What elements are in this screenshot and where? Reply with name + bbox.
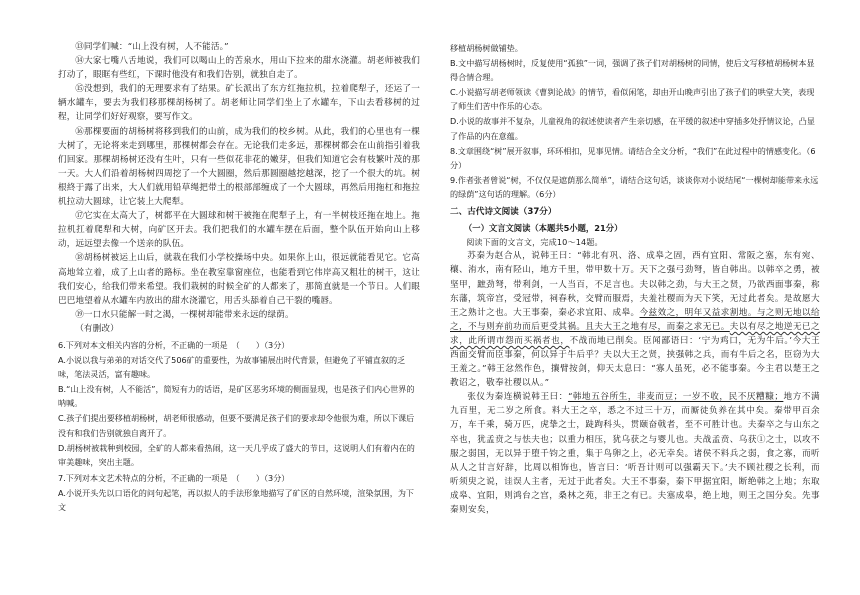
right-column	[450, 40, 820, 517]
classical-underlined-1: 今兹效之，明年又益求割地。与之则无地以给之，不与则弃前功而后更受其祸。且夫大王之地有尽，而秦之求无已。	[450, 307, 820, 332]
paragraph-14: ⑭大家七嘴八舌地说，我们可以喝山上的苦泉水，用山下拉来的甜水浇灌。胡老师被我们打动了，眼眶有些红，下课时他没有和我们告别，就独自走了。	[58, 56, 420, 81]
paragraph-15: ⑮没想到，我们的无理要求有了结果。矿长派出了东方红拖拉机，拉着爬犁子，还运了一辆水罐车，要去为我们移那棵胡杨树了。胡老师让同学们坐上了水罐车，下山去看移树的过程，让同学们好好观察，要写作文。	[58, 84, 420, 123]
classical-wavy-underlined: 夫以有尽之地逆无已之求，此所谓市怨而买祸者也，	[450, 321, 820, 346]
footnote-marker: ①	[756, 434, 766, 445]
question-7-stem: 7.下列对本文艺术特点的分析，不正确的一项是 （ ）（3分）	[58, 472, 290, 483]
classical-passage	[450, 249, 820, 517]
paragraph-16: ⑯那棵要面的胡杨树将移到我们的山前，成为我们的校乡树。从此，我们的心里也有一棵大树了，无论将来走到哪里，那棵树都会存在。无论我们走多远，那棵树都会在山前指引着我们回家。那棵胡杨树还没有生叶，只有一些似花非花的嫩芽，但我们知道它会有枝繁叶茂的那一天。大人们沿着胡杨树四周挖了一个大圆圈，然后那圆圈越挖越深，挖了一个很大的坑。树根終于露了出来，大人们就用铅草绳把带土的根部部缠成了一个大圆球，再然后用拖杠和拖拉机拉动大圆球，让它装上大爬犁。	[58, 126, 420, 208]
left-column	[58, 40, 420, 514]
classical-text-4: 地方不满九百里，无二岁之所食。料大王之卒，悉之不过三十万，而厮徒负养在其中矣。秦带甲百余万，车千乘，骑万匹，虎挚之士，跿跔科头，贯颐奋戟者，至不可胜计也。夫秦卒之与山东之卒也，犹孟贲之与怯夫也；以重力相压，犹乌获之与婴儿也。夫战孟贲、乌获	[450, 392, 821, 445]
question-8: 8.文章围绕“树”展开叙事，环环相扣，见事见情。请结合全文分析，“我们”在此过程中的情感变化。（6分）	[450, 145, 816, 170]
question-6-option-c: C.孩子们提出要移植胡杨树，胡老师很感动，但要不要满足孩子们的要求却令他很为难，所以下课后没有和我们告别就独自离开了。	[58, 413, 415, 438]
question-6	[58, 338, 420, 469]
question-7	[58, 471, 420, 514]
question-6-stem: 6.下列对本文相关内容的分析，不正确的一项是 （ ）（3分）	[58, 339, 290, 350]
classical-text-3: 张仪为秦连横说韩王曰：	[467, 392, 568, 403]
classical-paragraph-1	[450, 249, 820, 390]
question-7-option-b: B.文中描写胡杨树时，反复使用“孤独”一词，强调了孩子们对胡杨树的同情，使后文写移植胡杨树本显得合情合理。	[450, 58, 815, 83]
adaptation-note: （有删改）	[75, 323, 119, 334]
question-7-option-c: C.小说描写胡老师领读《曹刿论战》的情节，看似闲笔，却由开山晚声引出了孩子们的哄堂大笑，表现了师生们苦中作乐的心态。	[450, 87, 815, 112]
paragraph-19: ⑲一口水只能解一时之渴，一棵树却能带来永远的绿荫。	[75, 309, 294, 320]
classical-text-1: 苏秦为赵合从，说韩王曰：“韩北有巩、洛、成皋之固，西有宜阳、常阪之塞，东有宛、穰、洧水，南有陉山，地方千里，带甲数十万。天下之强弓劲弩，皆自韩出。以韩卒之勇，被坚甲，蹠劲弩，带利剑，一人当百，不足言也。夫以韩之劲，与大王之贤，乃欲西面事秦，称东藩，筑帝宫，受冠带，祠春秋，交臂而服焉，夫羞社稷而为天下笑，无过此者矣。是故愿大王之熟计之也。大王事秦，秦必求宜阳、成皋。	[450, 251, 820, 318]
question-9: 9.作者张者曾说“树，不仅仅是遮荫那么简单”，请结合这句话，谈谈你对小说结尾“一棵树却能带来永远的绿荫”这句话的理解。（6分）	[450, 174, 819, 199]
section-heading-classical: 二、古代诗文阅读（37分）	[450, 207, 557, 218]
classical-paragraph-2	[450, 390, 820, 517]
question-7-option-a-continued: 移植胡杨树做铺垫。	[450, 43, 523, 53]
question-6-option-b: B.“山上没有树，人不能活”，简短有力的话语，是矿区恶劣环境的侧面显现，也是孩子们内心世界的呐喊。	[58, 384, 415, 409]
classical-underlined-2: “韩地五谷所生，非麦而豆；一岁不收，民不厌糟糠；	[567, 392, 784, 403]
reading-instruction: 阅读下面的文言文，完成10～14题。	[466, 237, 603, 248]
question-6-option-d: D.胡杨树被栽种到校园，全矿的人都来看热闹，这一天几乎成了盛大的节日，这说明人们有着内在的审美趣味，突出主题。	[58, 442, 415, 467]
question-7-option-d: D.小说的故事并不复杂，儿童视角的叙述使读者产生亲切感，在平缓的叙述中穿插多处抒情议论，凸显了作品的内在意蕴。	[450, 116, 815, 141]
subsection-heading-classical-prose: （一）文言文阅读（本题共5小题，21分）	[464, 223, 623, 234]
question-7-continued	[450, 41, 820, 201]
paragraph-17: ⑰它实在太高大了，树都平在大圆球和树干被拖在爬犁子上，有一半树枝还拖在地上。拖拉机扛着爬犁和大树，向矿区开去。我们把我们的水罐车摆在后面，整个队伍开始向山上移动，远远望去像一个送亲的队伍。	[58, 211, 420, 250]
question-6-option-a: A.小说以我与弟弟的对话交代了506矿的重要性，为故事铺展出时代背景，但避免了平铺直叙的乏味，笔法灵活，富有趣味。	[58, 355, 406, 380]
classical-text-2: 不战而地已削矣。臣闻鄙语曰：‘宁为鸡口，无为牛后。’今大王西面交臂而臣事秦，何以异于牛后乎？夫以大王之贤，挟强韩之兵，而有牛后之名，臣窃为大王羞之。”韩王忿然作色，攘臂按剑，仰天太息曰：“寡人虽死，必不能事秦。今主君以楚王之教诏之，敬奉社稷以从。”	[450, 335, 820, 389]
classical-text-5: 之士，以攻不服之弱国，无以异于堕千钧之重，集于鸟卵之上，必无幸矣。诸侯不料兵之弱，食之寡，而听从人之甘言好辞，比周以相饰也，皆言曰：‘听吾计则可以强霸天下。’夫不顾社稷之长利，而听须臾之说，诖误人主者，无过于此者矣。大王不事秦，秦下甲据宜阳，断绝韩之上地；东取成皋、宜阳，则鸿台之宫，桑林之苑，非王之有已。夫塞成皋，绝上地，则王之国分矣。先事秦则安矣，	[450, 434, 820, 515]
paragraph-13: ⑬同学们喊：“山上没有树，人不能活。”	[75, 42, 229, 52]
paragraph-18: ⑱胡杨树被运上山后，就栽在我们小学校操场中央。如果你上山，很远就能看见它。它高高地耸立着，成了上山者的路标。坐在教室靠窗座位，也能看到它伟岸高又粗壮的树干，这让我们安心，给我们带来希望。我们栽树的时候全矿的人都来了，那简直就是一个节日。人们眼巴巴地望着从水罐车内放出的甜水浇灌它，用舌头舔着自己干裂的嘴唇。	[58, 253, 420, 306]
question-7-option-a: A.小说开头先以口语化的问句起笔，再以拟人的手法形象地描写了矿区的自然环境，渲染氛围，为下文	[58, 487, 415, 512]
